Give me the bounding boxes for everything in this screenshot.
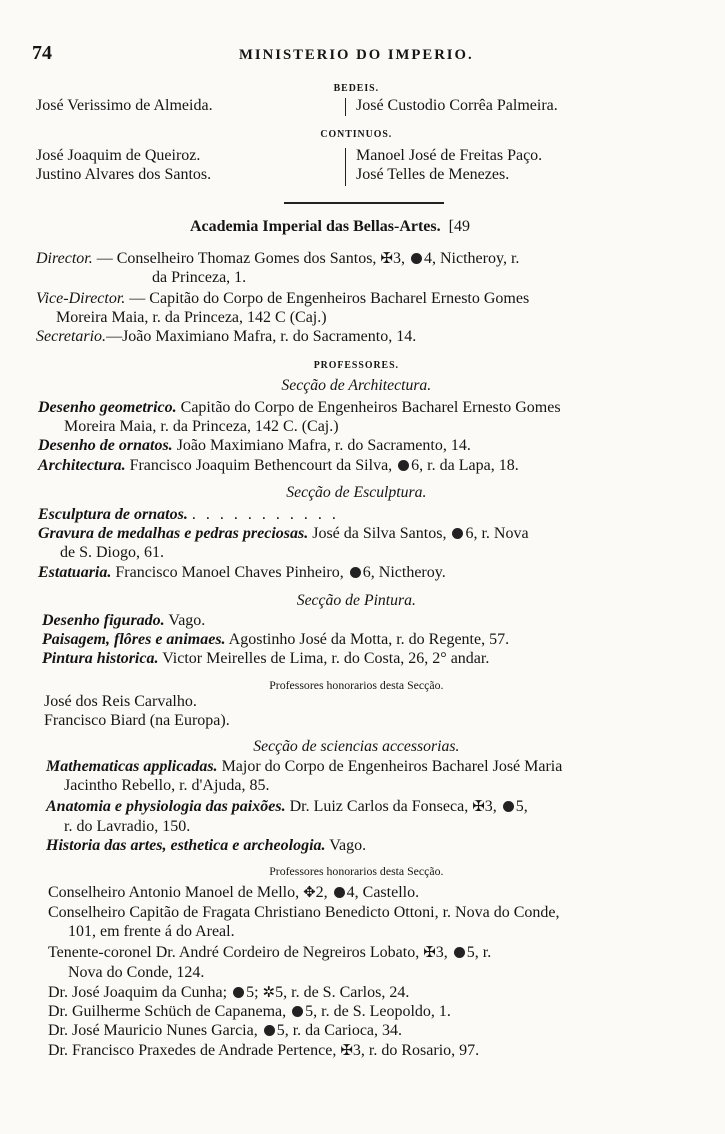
entry-line	[38, 564, 446, 582]
director-text: — Conselheiro Thomaz Gomes dos Santos,	[96, 250, 377, 267]
vice-label: Vice-Director.	[36, 290, 126, 307]
rose-icon	[334, 887, 345, 898]
honor-name: Tenente-coronel Dr. André Cordeiro de Negreiros Lobato,	[48, 944, 420, 961]
entry-line	[42, 631, 509, 649]
entry-line	[46, 837, 366, 855]
rose-icon	[350, 567, 361, 578]
honor-entry: Conselheiro Capitão de Fragata Christiano Benedicto Ottoni, r. Nova do Conde,	[48, 904, 560, 921]
entry-text: João Maximiano Mafra, r. do Sacramento, 14.	[176, 437, 471, 454]
honor-name: Dr. José Joaquim da Cunha;	[48, 984, 228, 1001]
entry-label: Pintura historica.	[42, 650, 159, 667]
continuos-heading: CONTINUOS.	[320, 129, 393, 140]
vice-text: — Capitão do Corpo de Engenheiros Bacharel Ernesto Gomes	[129, 290, 530, 307]
honor-entry	[48, 884, 419, 902]
honor-tail2: 5, r. de S. Carlos, 24.	[275, 984, 410, 1001]
cross-icon: ✥	[303, 885, 316, 901]
entry-text: Vago.	[168, 612, 206, 629]
honor-tail: 2,	[315, 884, 328, 901]
entry-cont: de S. Diogo, 61.	[60, 544, 164, 561]
entry-label: Esculptura de ornatos.	[38, 506, 188, 523]
entry-label: Gravura de medalhas e pedras preciosas.	[38, 525, 309, 542]
entry-text: Victor Meirelles de Lima, r. do Costa, 26, 2° andar.	[162, 650, 490, 667]
rose-icon	[411, 253, 422, 264]
bedeis-heading: BEDEIS.	[333, 83, 380, 94]
cross-icon: ✠	[340, 1043, 353, 1059]
honor-tail: 3, r. do Rosario, 97.	[352, 1042, 480, 1059]
honor-entry	[48, 1022, 402, 1040]
entry-tail: 6, Nictheroy.	[362, 564, 446, 581]
honor-tail: 5, r. da Carioca, 34.	[276, 1022, 403, 1039]
honor-cont: 101, em frente á do Areal.	[68, 923, 235, 940]
honor-name: Dr. José Mauricio Nunes Garcia,	[48, 1022, 258, 1039]
entry-text: Francisco Manoel Chaves Pinheiro,	[115, 564, 344, 581]
academia-title-ref: [49	[448, 218, 470, 235]
entry-line	[38, 506, 339, 524]
bedel-left: José Verissimo de Almeida.	[36, 97, 213, 114]
honor-heading: Professores honorarios desta Secção.	[269, 864, 444, 878]
director-label: Director.	[36, 250, 93, 267]
cross-icon: ✠	[380, 251, 393, 267]
cross-icon: ✠	[423, 945, 436, 961]
entry-label: Paisagem, flôres e animaes.	[42, 631, 226, 648]
leader-dots: . . . . . . . . . . .	[191, 506, 339, 523]
honor-tail: 5, r. de S. Leopoldo, 1.	[305, 1003, 451, 1020]
entry-cont: Jacintho Rebello, r. d'Ajuda, 85.	[64, 777, 270, 794]
honor-entry	[48, 984, 409, 1002]
entry-text: José da Silva Santos,	[312, 525, 447, 542]
entry-line	[38, 525, 529, 543]
vice-line	[36, 290, 529, 308]
cross-icon: ✠	[472, 799, 485, 815]
rose-icon	[233, 987, 244, 998]
entry-label: Desenho geometrico.	[38, 399, 177, 416]
rose-icon	[452, 528, 463, 539]
entry-text: Major do Corpo de Engenheiros Bacharel José Maria	[221, 758, 563, 775]
rose-icon	[292, 1006, 303, 1017]
honor-entry	[48, 1003, 451, 1021]
academia-title	[190, 218, 470, 236]
entry-label: Desenho figurado.	[42, 612, 165, 629]
entry-line	[38, 437, 471, 455]
secretario-label: Secretario.	[36, 328, 107, 345]
entry-line	[38, 457, 519, 475]
entry-line	[42, 650, 489, 668]
rose-icon	[398, 460, 409, 471]
continuo-right: Manoel José de Freitas Paço.	[356, 147, 543, 164]
entry-text: Capitão do Corpo de Engenheiros Bacharel Ernesto Gomes	[180, 399, 561, 416]
star-cross-icon: ✲	[262, 985, 276, 1001]
rose-icon	[264, 1025, 275, 1036]
honor-heading: Professores honorarios desta Secção.	[269, 678, 444, 692]
entry-label: Architectura.	[38, 457, 126, 474]
entry-tail: 6, r. Nova	[465, 525, 529, 542]
column-divider	[345, 98, 346, 116]
entry-cont: Moreira Maia, r. da Princeza, 142 C. (Caj.)	[64, 418, 339, 435]
entry-tail: 3,	[484, 798, 497, 815]
section-architectura: Secção de Architectura.	[281, 377, 432, 394]
column-divider	[345, 148, 346, 186]
running-title: MINISTERIO DO IMPERIO.	[239, 47, 474, 63]
honor-tail: 5;	[246, 984, 259, 1001]
section-esculptura: Secção de Esculptura.	[286, 484, 427, 501]
honor-tail2: 4, Castello.	[346, 884, 420, 901]
entry-label: Anatomia e physiologia das paixões.	[46, 798, 286, 815]
director-cont: da Princeza, 1.	[152, 269, 247, 286]
continuo-right: José Telles de Menezes.	[356, 166, 510, 183]
honor-name: Dr. Guilherme Schüch de Capanema,	[48, 1003, 287, 1020]
honor-entry	[48, 1042, 479, 1060]
academia-title-text: Academia Imperial das Bellas-Artes.	[190, 218, 441, 235]
section-sciencias: Secção de sciencias accessorias.	[253, 738, 460, 755]
entry-line	[46, 758, 562, 776]
entry-text: Agostinho José da Motta, r. do Regente, 57.	[228, 631, 510, 648]
honor-tail2: 5, r.	[466, 944, 492, 961]
entry-line	[38, 399, 561, 417]
honor-cont: Nova do Conde, 124.	[68, 964, 205, 981]
entry-line	[46, 798, 528, 816]
honor-name: Dr. Francisco Praxedes de Andrade Pertence,	[48, 1042, 337, 1059]
honor-entry	[48, 944, 491, 962]
entry-label: Historia das artes, esthetica e archeologia.	[46, 837, 326, 854]
bedel-right: José Custodio Corrêa Palmeira.	[356, 97, 558, 114]
vice-cont: Moreira Maia, r. da Princeza, 142 C (Caj.)	[56, 309, 327, 326]
honor-item: José dos Reis Carvalho.	[44, 693, 197, 710]
rose-icon	[454, 947, 465, 958]
entry-cont: r. do Lavradio, 150.	[64, 818, 191, 835]
continuo-left: Justino Alvares dos Santos.	[36, 166, 212, 183]
entry-label: Mathematicas applicadas.	[46, 758, 218, 775]
honor-name: Conselheiro Antonio Manoel de Mello,	[48, 884, 300, 901]
section-rule	[284, 202, 444, 204]
entry-text: Vago.	[329, 837, 367, 854]
secretario-line	[36, 328, 416, 346]
rose-icon	[503, 801, 514, 812]
entry-text: Francisco Joaquim Bethencourt da Silva,	[129, 457, 393, 474]
entry-tail: 6, r. da Lapa, 18.	[411, 457, 519, 474]
director-tail: 3,	[393, 250, 405, 267]
secretario-text: —João Maximiano Mafra, r. do Sacramento, 14.	[106, 328, 417, 345]
section-pintura: Secção de Pintura.	[296, 592, 416, 609]
honor-item: Francisco Biard (na Europa).	[44, 712, 230, 729]
honor-tail: 3,	[435, 944, 448, 961]
entry-text: Dr. Luiz Carlos da Fonseca,	[289, 798, 469, 815]
director-tail2: 4, Nictheroy, r.	[424, 250, 520, 267]
entry-line	[42, 612, 205, 630]
entry-label: Desenho de ornatos.	[38, 437, 173, 454]
continuo-left: José Joaquim de Queiroz.	[36, 147, 201, 164]
entry-label: Estatuaria.	[38, 564, 112, 581]
director-line	[36, 250, 519, 268]
professores-heading: PROFESSORES.	[313, 360, 399, 371]
page-number: 74	[32, 42, 52, 64]
entry-tail2: 5,	[515, 798, 528, 815]
